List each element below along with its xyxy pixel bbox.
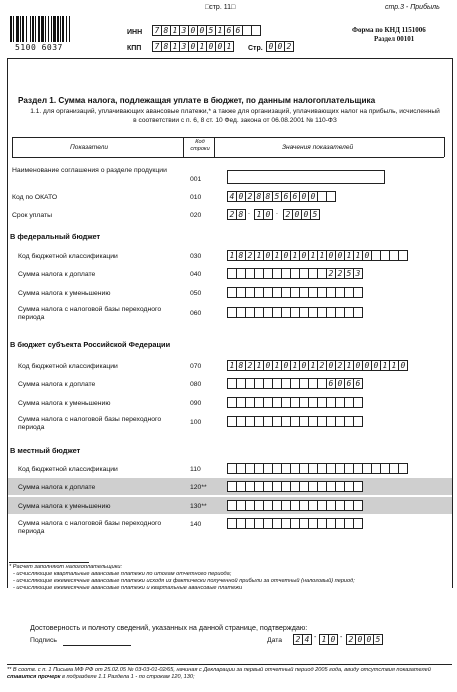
row-050-amount-field[interactable] [227, 287, 362, 298]
form-code: Форма по КНД 1151006 [352, 26, 426, 34]
sign-date-day[interactable] [293, 634, 311, 645]
page-label: Стр. [248, 45, 263, 52]
row-130-label: Сумма налога к уменьшению [18, 503, 111, 510]
char-cell[interactable]: 0 [326, 250, 336, 261]
char-cell[interactable]: 0 [301, 209, 311, 220]
char-cell[interactable]: 2 [346, 634, 356, 645]
char-cell[interactable]: 6 [290, 191, 300, 202]
char-cell[interactable]: 0 [206, 41, 216, 52]
char-cell[interactable] [353, 518, 363, 529]
barcode-bar [62, 16, 64, 42]
barcode-bar [66, 16, 67, 42]
char-cell[interactable]: 8 [236, 360, 246, 371]
sign-date-month[interactable] [319, 634, 337, 645]
row-070-kbk-field[interactable] [227, 360, 407, 371]
char-cell[interactable] [398, 250, 408, 261]
row-070-label: Код бюджетной классификации [18, 363, 118, 370]
char-cell[interactable]: 0 [328, 634, 338, 645]
char-cell[interactable]: 0 [362, 360, 372, 371]
char-cell[interactable]: 0 [335, 250, 345, 261]
col-header-values: Значения показателей [282, 144, 354, 151]
barcode-bar [41, 16, 44, 42]
char-cell[interactable]: 1 [290, 250, 300, 261]
char-cell[interactable]: 1 [308, 360, 318, 371]
due-date-month[interactable] [254, 209, 272, 220]
row-140-label: Сумма налога с налоговой базы переходного периода [18, 520, 162, 535]
barcode-bar [57, 16, 59, 42]
char-cell[interactable]: 4 [227, 191, 237, 202]
barcode-bar [26, 16, 27, 42]
col-header-indicators: Показатели [70, 144, 109, 151]
barcode-bar [60, 16, 61, 42]
char-cell[interactable]: 5 [310, 209, 320, 220]
char-cell[interactable]: 2 [245, 250, 255, 261]
row-001-label: Наименование соглашения о разделе продукции [12, 167, 167, 174]
char-cell[interactable]: 0 [281, 360, 291, 371]
char-cell[interactable]: 8 [236, 209, 246, 220]
row-001-input[interactable] [227, 170, 385, 184]
char-cell[interactable]: 0 [292, 209, 302, 220]
row-040-label: Сумма налога к доплате [18, 271, 96, 278]
char-cell[interactable]: 1 [389, 360, 399, 371]
barcode-bar [16, 16, 19, 42]
page-info: стр.3 - Прибыль [385, 4, 440, 11]
char-cell[interactable] [251, 25, 261, 36]
char-cell[interactable] [353, 416, 363, 427]
char-cell[interactable]: 6 [344, 378, 354, 389]
row-050-label: Сумма налога к уменьшению [18, 290, 111, 297]
char-cell[interactable]: 0 [355, 634, 365, 645]
char-cell[interactable]: 2 [245, 360, 255, 371]
barcode-bar [35, 16, 36, 42]
kpp-label: КПП [127, 45, 142, 52]
char-cell[interactable]: 5 [344, 268, 354, 279]
char-cell[interactable]: 1 [254, 250, 264, 261]
row-070-code: 070 [190, 363, 202, 370]
char-cell[interactable] [353, 307, 363, 318]
char-cell[interactable]: 1 [197, 41, 207, 52]
barcode-bar [10, 16, 12, 42]
barcode [10, 16, 96, 42]
row-030-label: Код бюджетной классификации [18, 253, 118, 260]
char-cell[interactable]: 8 [254, 191, 264, 202]
row-060-amount-field[interactable] [227, 307, 362, 318]
char-cell[interactable]: 1 [215, 25, 225, 36]
row-020-code: 020 [190, 212, 202, 219]
row-140-amount-field[interactable] [227, 518, 362, 529]
char-cell[interactable]: 0 [335, 378, 345, 389]
row-050-code: 050 [190, 290, 202, 297]
char-cell[interactable]: 1 [254, 360, 264, 371]
row-100-label: Сумма налога с налоговой базы переходного периода [18, 416, 162, 431]
table-header-top [12, 137, 444, 138]
row-120-label: Сумма налога к доплате [18, 484, 96, 491]
char-cell[interactable]: 1 [272, 360, 282, 371]
row-080-label: Сумма налога к доплате [18, 381, 96, 388]
char-cell[interactable]: 2 [284, 41, 294, 52]
due-date-year[interactable] [283, 209, 319, 220]
inn-label: ИНН [127, 29, 143, 36]
char-cell[interactable]: 7 [152, 41, 162, 52]
row-100-code: 100 [190, 419, 202, 426]
star-footnote-title: * Расчет заполняют налогоплательщики: [9, 564, 123, 570]
row-090-amount-field[interactable] [227, 397, 362, 408]
char-cell[interactable]: 4 [302, 634, 312, 645]
table-header-bottom [12, 157, 444, 158]
char-cell[interactable]: 1 [290, 360, 300, 371]
char-cell[interactable]: 1 [308, 250, 318, 261]
star-footnote-line-1: - исчисляющие квартальные авансовые платежи по итогам отчетного периода; [13, 571, 232, 577]
char-cell[interactable]: 8 [236, 250, 246, 261]
char-cell[interactable] [353, 481, 363, 492]
confirmation-text: Достоверность и полноту сведений, указанных на данной странице, подтверждаю: [30, 623, 308, 632]
barcode-bar [32, 16, 34, 42]
char-cell[interactable]: 2 [293, 634, 303, 645]
char-cell[interactable] [326, 191, 336, 202]
char-cell[interactable]: 5 [272, 191, 282, 202]
char-cell[interactable]: 3 [353, 268, 363, 279]
char-cell[interactable]: 0 [263, 250, 273, 261]
due-date-day[interactable] [227, 209, 245, 220]
star-footnote-line-2: - исчисляющие ежемесячные авансовые платежи исходя из фактически полученной прибыли за отчетный (налоговый) период; [13, 578, 355, 584]
barcode-bar [69, 16, 70, 42]
char-cell[interactable]: 0 [353, 360, 363, 371]
row-060-label: Сумма налога с налоговой базы переходного периода [18, 306, 162, 321]
char-cell[interactable]: 1 [170, 25, 180, 36]
row-020-label: Срок уплаты [12, 212, 53, 219]
char-cell[interactable]: 1 [272, 250, 282, 261]
char-cell[interactable]: 1 [317, 250, 327, 261]
subject-heading: В бюджет субъекта Российской Федерации [10, 340, 171, 349]
row-001-code: 001 [190, 176, 202, 183]
char-cell[interactable]: 0 [188, 25, 198, 36]
row-100-amount-field[interactable] [227, 416, 362, 427]
row-130-code: 130** [190, 503, 207, 510]
col-header-code: Код строки [190, 139, 210, 152]
char-cell[interactable]: 5 [206, 25, 216, 36]
char-cell[interactable]: 1 [170, 41, 180, 52]
barcode-bar [20, 16, 21, 42]
section-title: Раздел 1. Сумма налога, подлежащая уплате в бюджет, по данным налогоплательщика [18, 96, 376, 105]
char-cell[interactable]: 2 [283, 209, 293, 220]
char-cell[interactable]: 0 [364, 634, 374, 645]
section-code: Раздел 00101 [374, 35, 415, 43]
char-cell[interactable]: 0 [299, 360, 309, 371]
row-120-code: 120** [190, 484, 207, 491]
char-cell[interactable]: 0 [263, 209, 273, 220]
char-cell[interactable]: 0 [299, 191, 309, 202]
char-cell[interactable]: 3 [179, 25, 189, 36]
char-cell[interactable]: 0 [263, 360, 273, 371]
char-cell[interactable]: 8 [161, 41, 171, 52]
char-cell[interactable]: 8 [161, 25, 171, 36]
row-140-code: 140 [190, 521, 202, 528]
char-cell[interactable]: 1 [227, 360, 237, 371]
char-cell[interactable]: 2 [227, 209, 237, 220]
char-cell[interactable]: 1 [319, 634, 329, 645]
char-cell[interactable]: 1 [344, 360, 354, 371]
char-cell[interactable]: 6 [326, 378, 336, 389]
row-060-code: 060 [190, 310, 202, 317]
row-030-code: 030 [190, 253, 202, 260]
date-label: Дата [267, 637, 283, 644]
row-110-code: 110 [190, 466, 201, 473]
signature-line[interactable] [63, 645, 131, 646]
double-star-footnote: ** В соотв. с п. 1 Письма МФ РФ от 25.02.05 № 03-03-01-02/65, начиная с Декларации за первый отчетный период 2005 года, ввиду отсутствия показателей ставится прочерк в подразделе 1.1 Раздела 1 - по строкам 120, 130; [7, 667, 431, 680]
barcode-bar [13, 16, 14, 42]
char-cell[interactable]: 2 [317, 360, 327, 371]
barcode-number: 5100 6037 [15, 43, 63, 52]
char-cell[interactable]: 2 [335, 360, 345, 371]
char-cell[interactable]: 0 [197, 25, 207, 36]
char-cell[interactable]: 2 [335, 268, 345, 279]
char-cell[interactable]: 0 [362, 250, 372, 261]
char-cell[interactable] [353, 287, 363, 298]
char-cell[interactable]: 0 [299, 250, 309, 261]
char-cell[interactable]: 0 [266, 41, 276, 52]
char-cell[interactable] [353, 500, 363, 511]
row-080-code: 080 [190, 381, 202, 388]
row-040-code: 040 [190, 271, 202, 278]
char-cell[interactable]: 1 [254, 209, 264, 220]
barcode-bar [30, 16, 31, 42]
barcode-bar [45, 16, 46, 42]
char-cell[interactable]: 5 [373, 634, 383, 645]
inn-field[interactable] [152, 25, 260, 36]
barcode-bar [53, 16, 56, 42]
char-cell[interactable]: 1 [353, 250, 363, 261]
sign-date-year[interactable] [346, 634, 382, 645]
row-080-amount-field[interactable] [227, 378, 362, 389]
barcode-bar [51, 16, 52, 42]
char-cell[interactable]: 0 [188, 41, 198, 52]
char-cell[interactable]: 2 [245, 191, 255, 202]
char-cell[interactable]: 1 [380, 360, 390, 371]
okato-field[interactable] [227, 191, 335, 202]
federal-heading: В федеральный бюджет [10, 232, 101, 241]
char-cell[interactable]: 1 [344, 250, 354, 261]
row-110-kbk-field[interactable] [227, 463, 407, 474]
row-010-label: Код по ОКАТО [12, 194, 58, 201]
top-rule [7, 58, 452, 59]
star-footnote-line-3: - исчисляющие ежемесячные авансовые платежи и квартальные авансовые платежи [13, 585, 243, 591]
local-heading: В местный бюджет [10, 446, 81, 455]
barcode-bar [48, 16, 49, 42]
char-cell[interactable]: 0 [326, 360, 336, 371]
char-cell[interactable]: 1 [227, 250, 237, 261]
barcode-bar [38, 16, 40, 42]
right-frame [452, 58, 453, 588]
char-cell[interactable]: 0 [308, 191, 318, 202]
page-number-field[interactable] [266, 41, 293, 52]
char-cell[interactable]: 6 [224, 25, 234, 36]
char-cell[interactable]: 1 [224, 41, 234, 52]
row-130-amount-field[interactable] [227, 500, 362, 511]
char-cell[interactable]: 0 [281, 250, 291, 261]
char-cell[interactable]: 6 [353, 378, 363, 389]
section-subtitle: 1.1. для организаций, уплачивающих авансовые платежи,* а также для организаций, уплачивающих налог на прибыль, исчисленный в соответствии с п. 6, 8 ст. 10 Фед. закона от 06.08.2001 № 110-ФЗ [30, 108, 440, 124]
char-cell[interactable]: 0 [215, 41, 225, 52]
char-cell[interactable]: 6 [281, 191, 291, 202]
char-cell[interactable]: 3 [179, 41, 189, 52]
page-marker: □стр. 11□ [205, 4, 236, 11]
char-cell[interactable]: 0 [371, 360, 381, 371]
char-cell[interactable]: 2 [326, 268, 336, 279]
row-090-code: 090 [190, 400, 202, 407]
barcode-bar [22, 16, 24, 42]
char-cell[interactable] [353, 397, 363, 408]
char-cell[interactable]: 0 [398, 360, 408, 371]
kpp-field[interactable] [152, 41, 233, 52]
char-cell[interactable]: 8 [263, 191, 273, 202]
char-cell[interactable]: 0 [275, 41, 285, 52]
char-cell[interactable]: 6 [233, 25, 243, 36]
row-040-amount-field[interactable] [227, 268, 362, 279]
row-090-label: Сумма налога к уменьшению [18, 400, 111, 407]
char-cell[interactable] [398, 463, 408, 474]
row-110-label: Код бюджетной классификации [18, 466, 118, 473]
signature-label: Подпись [30, 637, 57, 644]
row-120-amount-field[interactable] [227, 481, 362, 492]
char-cell[interactable]: 0 [236, 191, 246, 202]
char-cell[interactable]: 7 [152, 25, 162, 36]
row-010-code: 010 [190, 194, 202, 201]
row-030-kbk-field[interactable] [227, 250, 407, 261]
